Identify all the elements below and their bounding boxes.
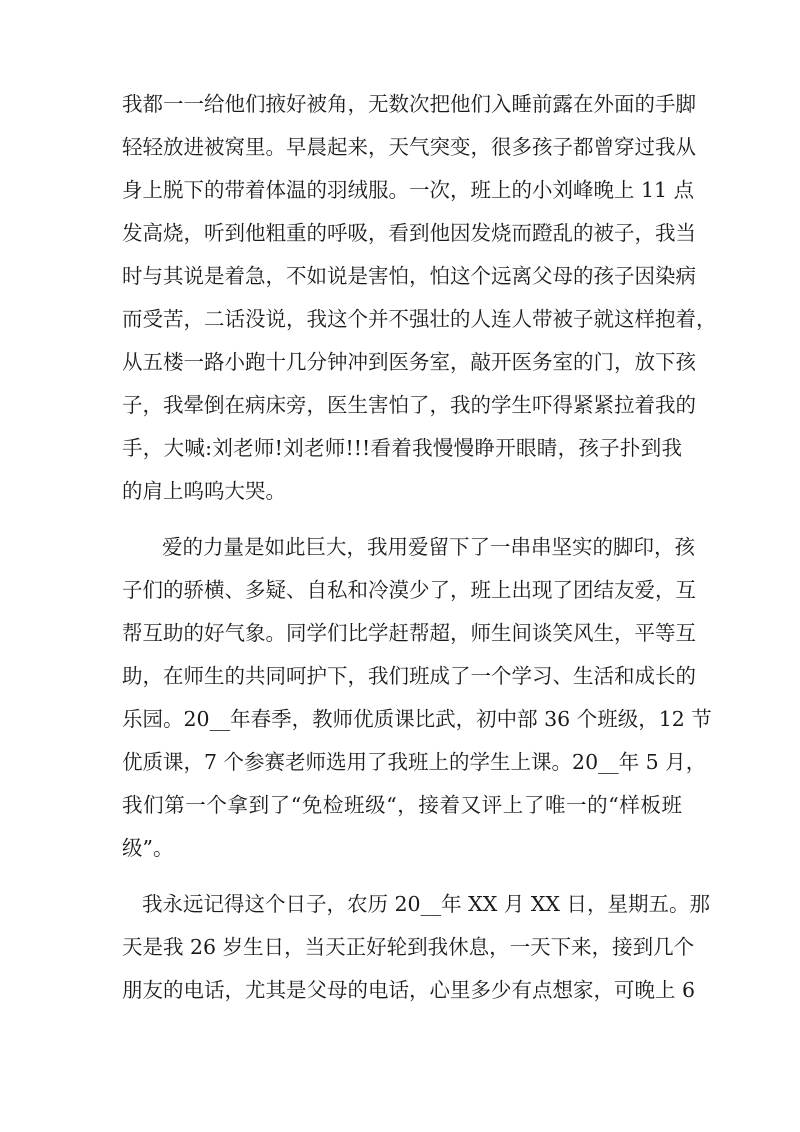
text-line: 时与其说是着急，不如说是害怕，怕这个远离父母的孩子因染病 [122, 264, 696, 288]
text-line: 天是我 26 岁生日，当天正好轮到我休息，一天下来，接到几个 [122, 935, 695, 959]
text-line: 子，我晕倒在病床旁，医生害怕了，我的学生吓得紧紧拉着我的 [122, 393, 696, 417]
text-line: 手，大喊:刘老师!刘老师!!!看着我慢慢睁开眼睛，孩子扑到我 [122, 436, 682, 460]
text-line: 从五楼一路小跑十几分钟冲到医务室，敲开医务室的门，放下孩 [122, 350, 696, 374]
text-line: 我们第一个拿到了“免检班级“，接着又评上了唯一的“样板班 [122, 793, 682, 817]
text-line: 子们的骄横、多疑、自私和冷漠少了，班上出现了团结友爱，互 [122, 578, 696, 602]
text-line: 朋友的电话，尤其是父母的电话，心里多少有点想家，可晚上 6 [122, 978, 696, 1002]
text-line: 优质课，7 个参赛老师选用了我班上的学生上课。20__年 5 月， [122, 750, 707, 774]
text-line: 乐园。20__年春季，教师优质课比武，初中部 36 个班级，12 节 [122, 707, 712, 731]
text-line: 而受苦，二话没说，我这个并不强壮的人连人带被子就这样抱着， [122, 307, 717, 331]
text-line: 我都一一给他们掖好被角，无数次把他们入睡前露在外面的手脚 [122, 92, 696, 116]
text-line: 轻轻放进被窝里。早晨起来，天气突变，很多孩子都曾穿过我从 [122, 135, 696, 159]
text-line: 发高烧，听到他粗重的呼吸，看到他因发烧而蹬乱的被子，我当 [122, 221, 696, 245]
text-line: 助，在师生的共同呵护下，我们班成了一个学习、生活和成长的 [122, 664, 696, 688]
text-line: 我永远记得这个日子，农历 20__年 XX 月 XX 日，星期五。那 [142, 892, 711, 916]
text-line: 的肩上呜呜大哭。 [122, 479, 286, 503]
text-line: 级”。 [122, 836, 174, 860]
text-line: 帮互助的好气象。同学们比学赶帮超，师生间谈笑风生，平等互 [122, 621, 696, 645]
text-line: 爱的力量是如此巨大，我用爱留下了一串串坚实的脚印，孩 [162, 535, 695, 559]
text-line: 身上脱下的带着体温的羽绒服。一次，班上的小刘峰晚上 11 点 [122, 178, 695, 202]
